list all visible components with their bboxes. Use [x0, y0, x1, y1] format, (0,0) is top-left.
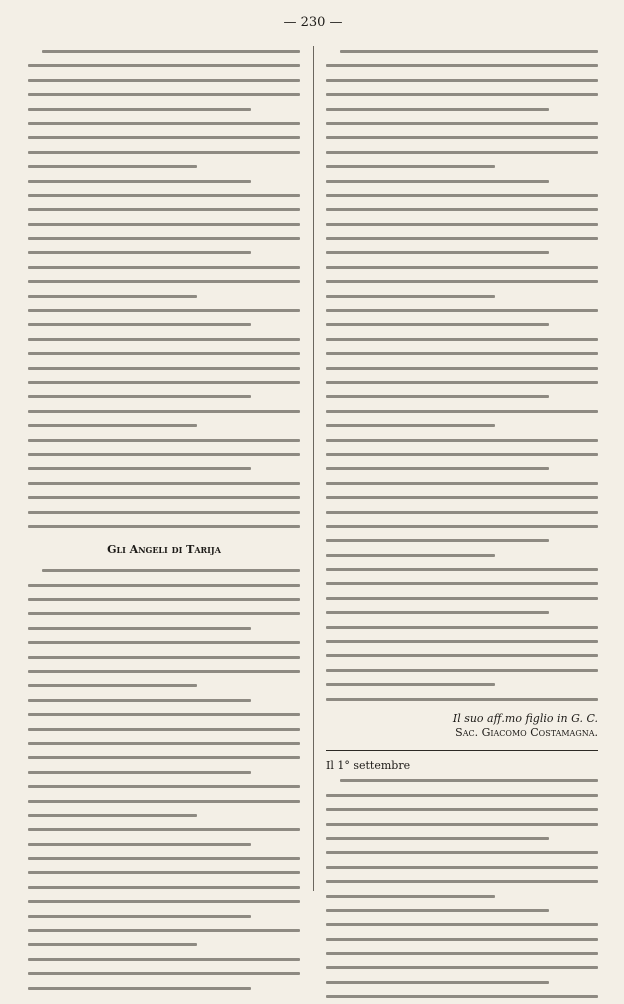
- text-line: [326, 960, 598, 974]
- text-line: [28, 389, 300, 403]
- text-line: [28, 375, 300, 389]
- text-line: [28, 217, 300, 231]
- text-line: [28, 606, 300, 620]
- text-line: [28, 332, 300, 346]
- text-line: [28, 765, 300, 779]
- text-line: [28, 794, 300, 808]
- text-line: [28, 58, 300, 72]
- text-line: [326, 548, 598, 562]
- text-line: [326, 860, 598, 874]
- text-line: [326, 317, 598, 331]
- text-line: [28, 578, 300, 592]
- text-line: [28, 937, 300, 951]
- text-line: [28, 923, 300, 937]
- text-line: [28, 317, 300, 331]
- text-line: [326, 889, 598, 903]
- text-line: [28, 461, 300, 475]
- text-line: [28, 837, 300, 851]
- left-section-text: [28, 563, 300, 995]
- text-line: [28, 693, 300, 707]
- text-line: [28, 563, 300, 577]
- text-line: [28, 736, 300, 750]
- text-line: [28, 245, 300, 259]
- text-line: [326, 903, 598, 917]
- text-line: [326, 289, 598, 303]
- text-line: [326, 874, 598, 888]
- note-text: [326, 773, 598, 1003]
- text-line: [28, 490, 300, 504]
- text-line: [28, 447, 300, 461]
- text-line: [28, 822, 300, 836]
- left-intro-text: [28, 44, 300, 533]
- text-line: [326, 303, 598, 317]
- text-line: [326, 917, 598, 931]
- text-line: [28, 981, 300, 995]
- text-line: [28, 592, 300, 606]
- text-line: [326, 648, 598, 662]
- text-line: [326, 989, 598, 1003]
- text-line: [28, 174, 300, 188]
- letter-signoff: Il suo aff.mo figlio in G. C.: [452, 711, 598, 725]
- text-line: [28, 303, 300, 317]
- text-line: [28, 880, 300, 894]
- text-line: [28, 145, 300, 159]
- text-line: [28, 361, 300, 375]
- text-line: [28, 274, 300, 288]
- right-body-text: [326, 44, 598, 706]
- text-line: [326, 188, 598, 202]
- text-line: [28, 664, 300, 678]
- text-line: [326, 174, 598, 188]
- text-line: [326, 375, 598, 389]
- text-line: [326, 677, 598, 691]
- text-line: [326, 788, 598, 802]
- text-line: [28, 476, 300, 490]
- text-line: [326, 245, 598, 259]
- page-number: — 230 —: [283, 15, 343, 30]
- text-line: [326, 620, 598, 634]
- text-line: [326, 389, 598, 403]
- text-line: [326, 447, 598, 461]
- text-line: [326, 975, 598, 989]
- text-line: [28, 346, 300, 360]
- text-line: [28, 894, 300, 908]
- text-line: [28, 87, 300, 101]
- text-line: [326, 87, 598, 101]
- text-line: [28, 188, 300, 202]
- text-line: [326, 361, 598, 375]
- text-line: [326, 260, 598, 274]
- text-line: [28, 851, 300, 865]
- right-column: [326, 44, 598, 1004]
- text-line: [326, 773, 598, 787]
- text-line: [28, 260, 300, 274]
- text-line: [28, 865, 300, 879]
- text-line: [326, 404, 598, 418]
- text-line: [326, 505, 598, 519]
- text-line: [326, 44, 598, 58]
- text-line: [326, 692, 598, 706]
- text-line: [28, 952, 300, 966]
- text-line: [326, 145, 598, 159]
- text-line: [326, 418, 598, 432]
- text-line: [28, 678, 300, 692]
- column-divider: [313, 46, 314, 891]
- text-line: [28, 159, 300, 173]
- text-line: [326, 802, 598, 816]
- text-line: [326, 519, 598, 533]
- text-line: [28, 707, 300, 721]
- text-line: [326, 817, 598, 831]
- text-line: [28, 650, 300, 664]
- text-line: [326, 634, 598, 648]
- text-line: [28, 909, 300, 923]
- text-line: [326, 533, 598, 547]
- text-line: [28, 808, 300, 822]
- text-line: [28, 418, 300, 432]
- text-line: [326, 605, 598, 619]
- text-line: [326, 490, 598, 504]
- text-line: [28, 519, 300, 533]
- text-line: [326, 946, 598, 960]
- text-line: [28, 231, 300, 245]
- text-line: [28, 722, 300, 736]
- text-line: [28, 505, 300, 519]
- text-line: [28, 433, 300, 447]
- text-line: [28, 750, 300, 764]
- text-line: [28, 404, 300, 418]
- text-line: [326, 591, 598, 605]
- text-line: [326, 562, 598, 576]
- text-line: [326, 231, 598, 245]
- text-line: [326, 202, 598, 216]
- text-line: [326, 73, 598, 87]
- text-line: [326, 663, 598, 677]
- text-line: [28, 44, 300, 58]
- text-line: [326, 332, 598, 346]
- text-line: [326, 116, 598, 130]
- text-line: [28, 779, 300, 793]
- text-line: [28, 116, 300, 130]
- text-line: [326, 476, 598, 490]
- text-line: [326, 932, 598, 946]
- note-date: Il 1° settembre: [326, 758, 411, 772]
- text-line: [326, 274, 598, 288]
- text-line: [28, 202, 300, 216]
- text-line: [28, 966, 300, 980]
- left-column: [28, 44, 300, 1004]
- note-divider: [326, 750, 598, 751]
- text-line: [326, 58, 598, 72]
- text-line: [28, 130, 300, 144]
- text-line: [28, 289, 300, 303]
- text-line: [28, 621, 300, 635]
- text-line: [28, 635, 300, 649]
- text-line: [326, 102, 598, 116]
- text-line: [326, 130, 598, 144]
- text-line: [326, 845, 598, 859]
- text-line: [326, 159, 598, 173]
- text-line: [28, 102, 300, 116]
- text-line: [326, 831, 598, 845]
- section-heading: Gli Angeli di Tarija: [107, 543, 221, 557]
- text-line: [326, 461, 598, 475]
- text-line: [326, 576, 598, 590]
- text-line: [326, 433, 598, 447]
- text-line: [326, 217, 598, 231]
- letter-signature: Sac. Giacomo Costamagna.: [455, 725, 598, 739]
- text-columns: [28, 44, 598, 1004]
- text-line: [28, 73, 300, 87]
- text-line: [326, 346, 598, 360]
